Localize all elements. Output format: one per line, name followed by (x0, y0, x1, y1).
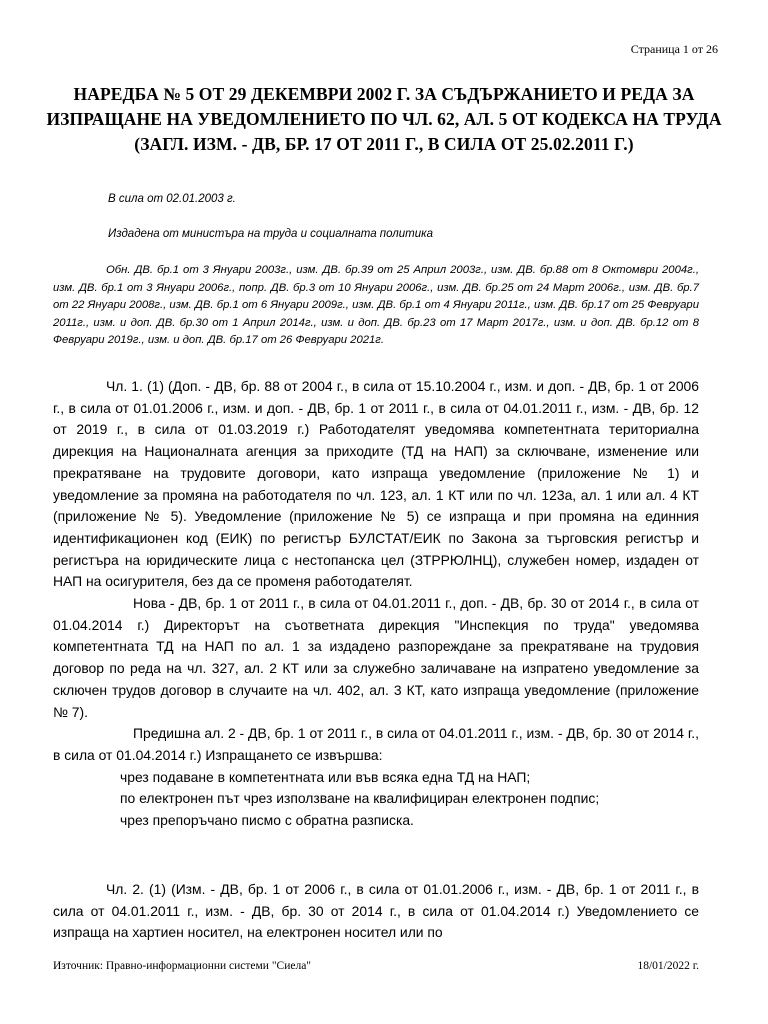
print-date: 18/01/2022 г. (637, 960, 699, 972)
list-item: чрез подаване в компетентната или във всяка една ТД на НАП; (120, 768, 531, 785)
publication-text: Обн. ДВ. бр.1 от 3 Януари 2003г., изм. ДВ. бр.39 от 25 Април 2003г., изм. ДВ. бр.88 от 8 Октомври 2004г., изм. ДВ. бр.1 от 3 Януари 2006г., попр. ДВ. бр.3 от 10 Януари 2006г., изм. ДВ. бр.25 от 24 Март 2006г., изм. ДВ. бр.7 от 22 Януари 2008г., изм. ДВ. бр.1 от 6 Януари 2009г., изм. ДВ. бр.1 от 4 Януари 2011г., изм. ДВ. бр.17 от 25 Февруари 2011г., изм. и доп. ДВ. бр.30 от 1 Април 2014г., изм. и доп. ДВ. бр.23 от 17 Март 2017г., изм. и доп. ДВ. бр.12 от 8 Февруари 2019г., изм. и доп. ДВ. бр.17 от 26 Февруари 2021г. (53, 264, 699, 347)
article-1-paragraph-3: Предишна ал. 2 - ДВ, бр. 1 от 2011 г., в сила от 04.01.2011 г., изм. - ДВ, бр. 30 от 2014 г., в сила от 01.04.2014 г.) Изпращането се извършва: (53, 725, 699, 763)
page-footer (53, 960, 699, 972)
issuing-authority: Издадена от министъра на труда и социалната политика (108, 228, 433, 240)
publication-history (53, 262, 699, 350)
document-title: НАРЕДБА № 5 ОТ 29 ДЕКЕМВРИ 2002 Г. ЗА СЪДЪРЖАНИЕТО И РЕДА ЗА ИЗПРАЩАНЕ НА УВЕДОМЛЕНИЕТО ПО ЧЛ. 62, АЛ. 5 ОТ КОДЕКСА НА ТРУДА (ЗАГЛ. ИЗМ. - ДВ, БР. 17 ОТ 2011 Г., В СИЛА ОТ 25.02.2011 Г.) (46, 84, 722, 154)
article-1 (53, 376, 699, 832)
article-1-paragraph-2: Нова - ДВ, бр. 1 от 2011 г., в сила от 04.01.2011 г., доп. - ДВ, бр. 30 от 2014 г., в сила от 01.04.2014 г.) Директорът на съответната дирекция "Инспекция по труда" уведомява компетентната ТД на НАП по ал. 1 за издадено разпореждане за прекратяване на трудовия договор по реда на чл. 327, ал. 2 КТ или за служебно заличаване на изпратено уведомление за сключен трудов договор в случаите на чл. 402, ал. 3 КТ, като изпраща уведомление (приложение № 7). (53, 595, 699, 720)
list-item: чрез препоръчано писмо с обратна разписка. (120, 812, 414, 829)
article-2-paragraph-1: Чл. 2. (1) (Изм. - ДВ, бр. 1 от 2006 г., в сила от 01.01.2006 г., изм. - ДВ, бр. 1 от 2011 г., в сила от 04.01.2011 г., изм. - ДВ, бр. 30 от 2014 г., в сила от 01.04.2014 г.) Уведомлението се изпраща на хартиен носител, на електронен носител или по (53, 881, 699, 941)
in-force-date: В сила от 02.01.2003 г. (108, 193, 236, 205)
list-item: по електронен път чрез използване на квалифициран електронен подпис; (120, 790, 600, 807)
article-2 (53, 879, 699, 944)
page-number: Страница 1 от 26 (630, 42, 718, 56)
source-attribution: Източник: Правно-информационни системи "Сиела" (53, 960, 311, 972)
article-1-paragraph-1: Чл. 1. (1) (Доп. - ДВ, бр. 88 от 2004 г., в сила от 15.10.2004 г., изм. и доп. - ДВ, бр. 1 от 2006 г., в сила от 01.01.2006 г., изм. и доп. - ДВ, бр. 1 от 2011 г., в сила от 04.01.2011 г., изм. - ДВ, бр. 12 от 2019 г., в сила от 01.03.2019 г.) Работодателят уведомява компетентната териториална дирекция на Националната агенция за приходите (ТД на НАП) за сключване, изменение или прекратяване на трудовите договори, като изпраща уведомление (приложение № 1) и уведомление за промяна на работодателя по чл. 123, ал. 1 КТ или по чл. 123а, ал. 1 или ал. 4 КТ (приложение № 5). Уведомление (приложение № 5) се изпраща и при промяна на единния идентификационен код (ЕИК) по регистър БУЛСТАТ/ЕИК по Закона за търговския регистър и регистъра на юридическите лица с нестопанска цел (ЗТРРЮЛНЦ), служебен номер, издаден от НАП на осигурителя, без да се променя работодателят. (53, 378, 699, 590)
